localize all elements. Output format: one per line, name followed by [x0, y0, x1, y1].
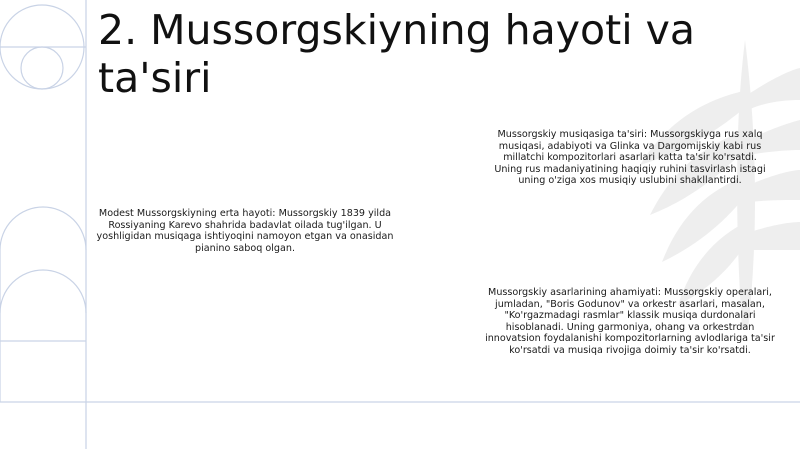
- slide-title: 2. Mussorgskiyning hayoti va ta'siri: [98, 6, 696, 102]
- paragraph-influences: Mussorgskiy musiqasiga ta'siri: Mussorgskiyga rus xalq musiqasi, adabiyoti va Glinka va Dargomijskiy kabi rus millatchi kompozitorlari asarlari katta ta'sir ko'rsatdi. Uning rus madaniyatining haqiqiy ruhini tasvirlash istagi uning o'ziga xos musiqiy uslubini shakllantirdi.: [494, 129, 766, 187]
- paragraph-early-life: Modest Mussorgskiyning erta hayoti: Mussorgskiy 1839 yilda Rossiyaning Karevo shahrida badavlat oilada tug'ilgan. U yoshligidan musiqaga ishtiyoqini namoyon etgan va onasidan pianino saboq olgan.: [96, 208, 394, 254]
- paragraph-significance: Mussorgskiy asarlarining ahamiyati: Mussorgskiy operalari, jumladan, "Boris Godunov" va orkestr asarlari, masalan, "Ko'rgazmadagi rasmlar" klassik musiqa durdonalari hisoblanadi. Uning garmoniya, ohang va orkestrdan innovatsion foydalanishi kompozitorlarning avlodlariga ta'sir ko'rsatdi va musiqa rivojiga doimiy ta'sir ko'rsatdi.: [485, 287, 775, 356]
